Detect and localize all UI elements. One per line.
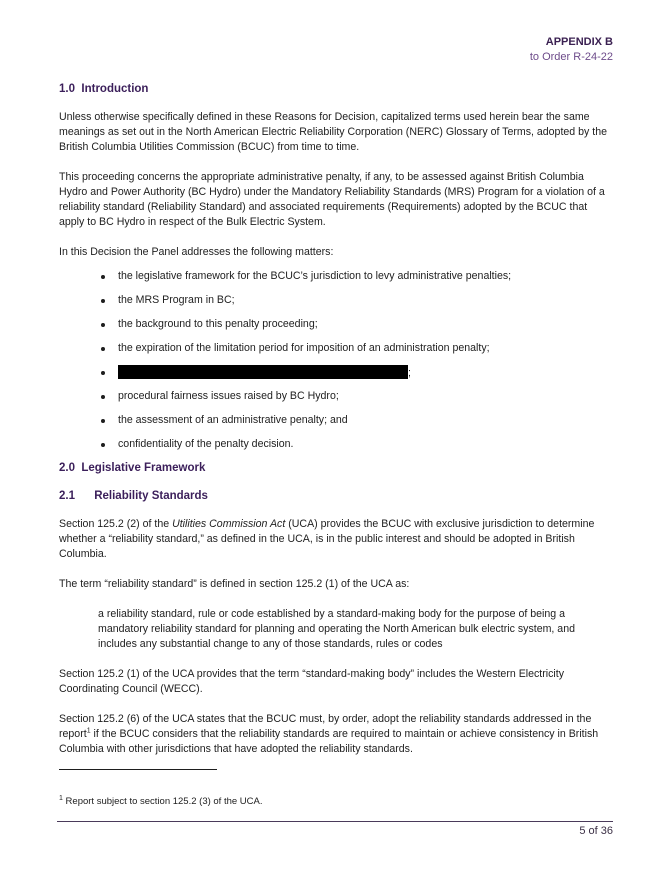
appendix-label: APPENDIX B [545, 36, 613, 48]
list-item: the legislative framework for the BCUC’s jurisdiction to levy administrative penalties; [59, 269, 615, 284]
page-number: 5 of 36 [579, 825, 613, 837]
page-header [530, 35, 613, 65]
section-number: 2.1 [59, 490, 75, 502]
intro-paragraph-definitions: Unless otherwise specifically defined in these Reasons for Decision, capitalized terms used herein bear the same meanings as set out in the North American Electric Reliability Corporation (NERC) Glossary of Terms, adopted by the British Columbia Utilities Commission (BCUC) from time to time. [59, 111, 607, 153]
definition-quote: a reliability standard, rule or code established by a standard-making body for the purpose of being a mandatory reliability standard for planning and operating the North American bulk electric system, and includes any substantial change to any of those standards, rules or codes [98, 608, 575, 650]
reliability-paragraph-jurisdiction: Section 125.2 (2) of the Utilities Commission Act (UCA) provides the BCUC with exclusive jurisdiction to determine whether a “reliability standard,” as defined in the UCA, is in the public interest and should be adopted in British Columbia. [59, 518, 595, 560]
section-heading-reliability-standards [59, 489, 615, 504]
bullet-icon [101, 323, 105, 327]
bullet-icon [101, 371, 105, 375]
list-item: the expiration of the limitation period for imposition of an administration penalty; [59, 341, 615, 356]
document-body [59, 82, 615, 772]
section-title: Introduction [81, 83, 149, 95]
reliability-paragraph-adoption: Section 125.2 (6) of the UCA states that the BCUC must, by order, adopt the reliability standards addressed in the report$^1$ if the BCUC considers that the reliability standards are required to maintain or achieve consistency in British Columbia with other jurisdictions that have adopted the reliability standards. [59, 713, 599, 755]
section-title: Legislative Framework [81, 462, 206, 474]
bullet-icon [101, 347, 105, 351]
reliability-paragraph-definition: The term “reliability standard” is defined in section 125.2 (1) of the UCA as: [59, 578, 410, 590]
list-item: the assessment of an administrative penalty; and [59, 413, 615, 428]
section-number: 1.0 [59, 83, 75, 95]
section-heading-legislative-framework [59, 461, 615, 476]
footnote-separator [59, 769, 217, 770]
matters-list [59, 269, 615, 452]
bullet-icon [101, 275, 105, 279]
footer-divider [57, 821, 613, 822]
section-title: Reliability Standards [94, 490, 208, 502]
order-reference: to Order R-24-22 [529, 51, 613, 63]
reliability-paragraph-wecc: Section 125.2 (1) of the UCA provides that the term “standard-making body” includes the Western Electricity Coordinating Council (WECC). [59, 668, 565, 695]
intro-paragraph-matters: In this Decision the Panel addresses the following matters: [59, 246, 334, 258]
list-item: confidentiality of the penalty decision. [59, 437, 615, 452]
list-item: procedural fairness issues raised by BC Hydro; [59, 389, 615, 404]
list-item: the background to this penalty proceeding; [59, 317, 615, 332]
bullet-icon [101, 395, 105, 399]
bullet-icon [101, 299, 105, 303]
list-item: the MRS Program in BC; [59, 293, 615, 308]
redaction-bar [118, 365, 408, 379]
bullet-icon [101, 443, 105, 447]
act-title: Utilities Commission Act [172, 518, 286, 530]
bullet-icon [101, 419, 105, 423]
section-number: 2.0 [59, 462, 75, 474]
footnote: $^1$ Report subject to section 125.2 (3) of the UCA. [59, 794, 263, 807]
intro-paragraph-proceeding: This proceeding concerns the appropriate administrative penalty, if any, to be assessed against British Columbia Hydro and Power Authority (BC Hydro) under the Mandatory Reliability Standards (MRS) Program for a violation of a reliability standard (Reliability Standard) and associated requirements (Requirements) adopted by the BCUC that apply to BC Hydro in respect of the Bulk Electric System. [59, 171, 605, 228]
footnote-marker: 1 [59, 794, 63, 802]
list-item-redacted: ; [59, 365, 615, 380]
section-heading-introduction [59, 82, 615, 97]
footnote-reference[interactable]: 1 [86, 727, 91, 735]
